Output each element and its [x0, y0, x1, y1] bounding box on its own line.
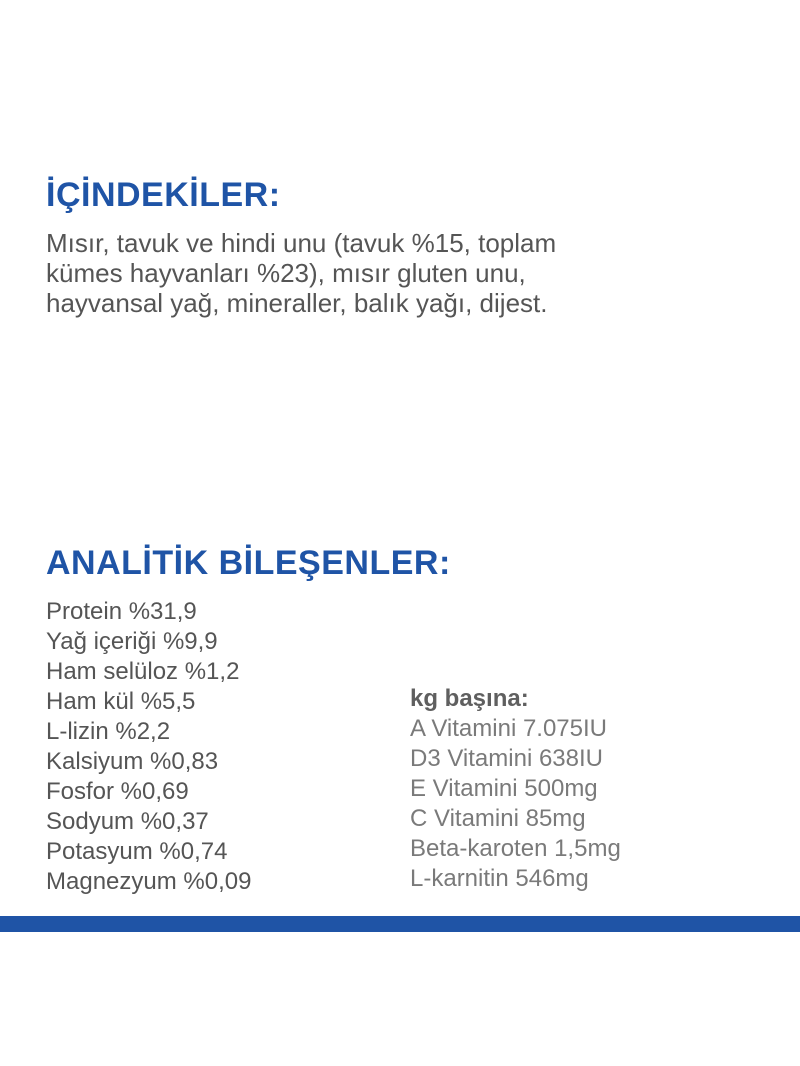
analytics-item: L-lizin %2,2	[46, 718, 171, 745]
ingredients-line: Mısır, tavuk ve hindi unu (tavuk %15, toplam	[46, 228, 557, 258]
analytics-item: Yağ içeriği %9,9	[46, 628, 218, 655]
analytics-item: Ham kül %5,5	[46, 688, 196, 715]
per-kg-title: kg başına:	[410, 685, 529, 712]
vitamin-item: C Vitamini 85mg	[410, 805, 586, 832]
ingredients-heading: İÇİNDEKİLER:	[46, 176, 281, 214]
analytics-item: Kalsiyum %0,83	[46, 748, 219, 775]
analytics-item: Protein %31,9	[46, 598, 197, 625]
analytics-item: Magnezyum %0,09	[46, 868, 252, 895]
ingredients-text	[46, 228, 746, 318]
footer-divider-bar	[0, 916, 800, 932]
ingredients-line: hayvansal yağ, mineraller, balık yağı, dijest.	[46, 288, 548, 318]
per-kg-section	[410, 684, 621, 894]
analytics-list	[46, 597, 251, 897]
vitamin-item: A Vitamini 7.075IU	[410, 715, 608, 742]
analytics-item: Potasyum %0,74	[46, 838, 228, 865]
analytics-item: Ham selüloz %1,2	[46, 658, 240, 685]
vitamin-item: D3 Vitamini 638IU	[410, 745, 603, 772]
vitamin-item: E Vitamini 500mg	[410, 775, 598, 802]
analytics-heading: ANALİTİK BİLEŞENLER:	[46, 544, 451, 582]
analytics-item: Fosfor %0,69	[46, 778, 189, 805]
vitamin-item: L-karnitin 546mg	[410, 865, 589, 892]
vitamin-item: Beta-karoten 1,5mg	[410, 835, 621, 862]
vitamin-list	[410, 714, 621, 894]
analytics-item: Sodyum %0,37	[46, 808, 209, 835]
ingredients-line: kümes hayvanları %23), mısır gluten unu,	[46, 258, 526, 288]
